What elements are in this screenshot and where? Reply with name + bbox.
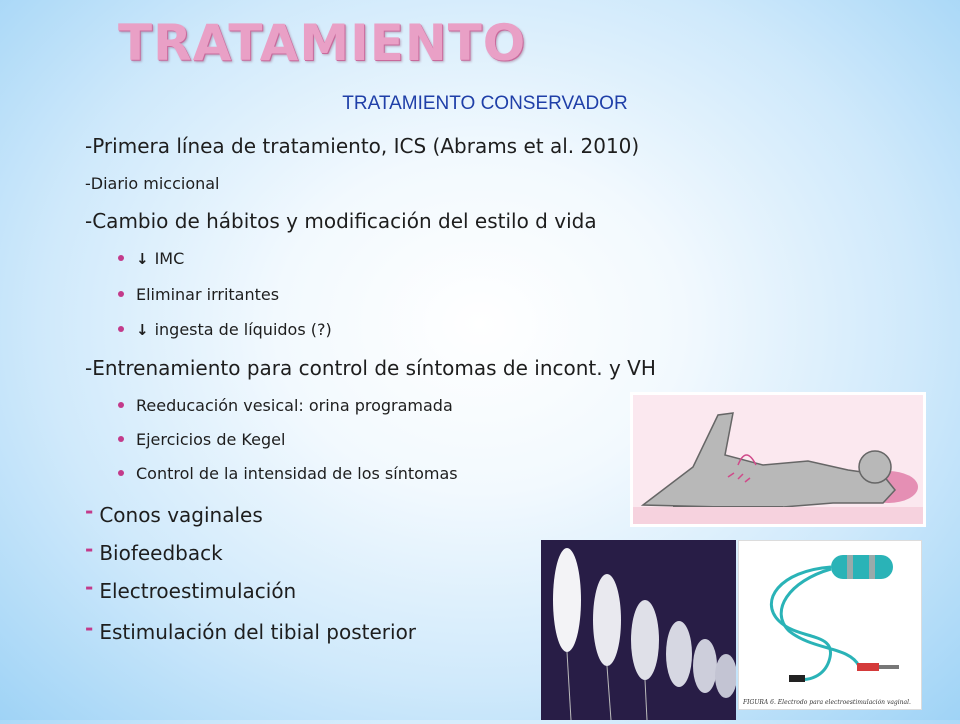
cones-svg: [541, 540, 736, 720]
dash-marker: -: [85, 537, 94, 561]
bullet-dot: [118, 470, 124, 476]
down-arrow-icon: ↓: [136, 321, 149, 339]
electrode-caption: FIGURA 6. Electrodo para electroestimulación vaginal.: [743, 699, 911, 706]
bullet-control-intensidad: [118, 464, 458, 483]
bullet-dot: [118, 255, 124, 261]
dash-marker: -: [85, 575, 94, 599]
dash-biofeedback: [85, 537, 223, 565]
bullet-kegel: [118, 430, 285, 449]
dash-marker: -: [85, 616, 94, 640]
bullet-kegel-label: Ejercicios de Kegel: [136, 430, 286, 449]
dash-tibial-posterior: [85, 616, 417, 644]
bullet-dot: [118, 291, 124, 297]
vaginal-cones-photo: [541, 540, 736, 720]
bullet-ingesta-liquidos: [118, 320, 332, 339]
vaginal-electrode-photo: [738, 540, 922, 710]
line-entrenamiento: -Entrenamiento para control de síntomas de incont. y VH: [85, 356, 656, 380]
dash-electroestimulacion: [85, 575, 297, 603]
bullet-reeducacion-vesical: [118, 396, 453, 415]
line-primera-linea: -Primera línea de tratamiento, ICS (Abrams et al. 2010): [85, 134, 640, 158]
bullet-reeducacion-label: Reeducación vesical: orina programada: [136, 396, 453, 415]
bullet-imc-label: IMC: [154, 249, 185, 268]
bullet-eliminar-label: Eliminar irritantes: [136, 285, 280, 304]
bullet-imc: [118, 249, 184, 268]
bullet-dot: [118, 326, 124, 332]
electrode-svg: [739, 541, 921, 691]
bullet-control-label: Control de la intensidad de los síntomas: [136, 464, 458, 483]
line-diario-miccional: -Diario miccional: [85, 174, 220, 193]
bullet-eliminar-irritantes: [118, 285, 279, 304]
slide-title: TRATAMIENTO: [118, 14, 527, 72]
line-cambio-habitos: -Cambio de hábitos y modificación del estilo d vida: [85, 209, 597, 233]
bullet-ingesta-label: ingesta de líquidos (?): [154, 320, 332, 339]
bullet-dot: [118, 402, 124, 408]
down-arrow-icon: ↓: [136, 250, 149, 268]
dash-tibial-label: Estimulación del tibial posterior: [99, 620, 417, 644]
dash-conos-label: Conos vaginales: [99, 503, 263, 527]
dash-conos-vaginales: [85, 499, 263, 527]
kegel-illustration: [630, 392, 926, 527]
bullet-dot: [118, 436, 124, 442]
slide-subtitle: TRATAMIENTO CONSERVADOR: [342, 93, 628, 114]
dash-marker: -: [85, 499, 94, 523]
kegel-figure-svg: [633, 395, 923, 524]
dash-biofeedback-label: Biofeedback: [99, 541, 223, 565]
dash-electro-label: Electroestimulación: [99, 579, 297, 603]
